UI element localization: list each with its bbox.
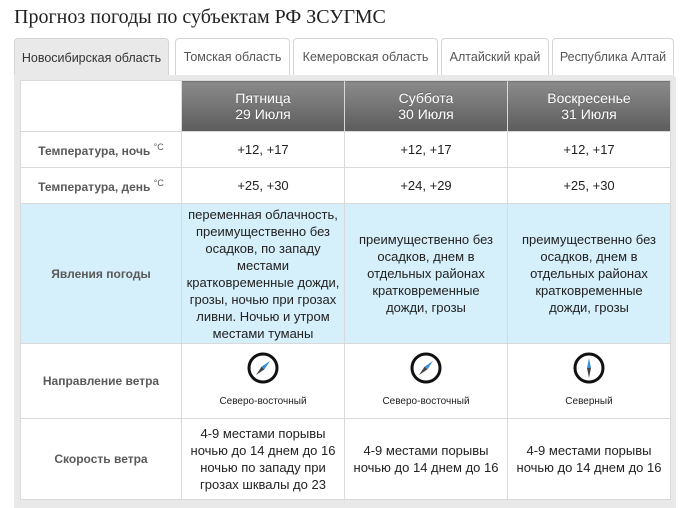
wind-direction-label: Северный xyxy=(565,396,613,407)
row-label-temp-night xyxy=(21,132,182,168)
temp-day-cell: +25, +30 xyxy=(508,168,671,204)
weather-cell: переменная облачность, преимущественно без осадков, по западу местами кратковременные дожди, грозы, ночью при грозах ливни. Ночью и утром местами туманы xyxy=(182,204,345,344)
wind-speed-cell: 4-9 местами порывы ночью до 14 днем до 16 xyxy=(345,419,508,500)
forecast-table xyxy=(20,80,671,500)
day-weekday: Пятница xyxy=(235,90,291,106)
row-label-wind-speed: Скорость ветра xyxy=(21,419,182,500)
temp-night-cell: +12, +17 xyxy=(508,132,671,168)
compass-icon xyxy=(247,352,279,384)
tab-kemerovo[interactable]: Кемеровская область xyxy=(293,38,438,75)
day-weekday: Суббота xyxy=(398,90,454,106)
wind-speed-cell: 4-9 местами порывы ночью до 14 днем до 16 xyxy=(508,419,671,500)
wind-speed-row xyxy=(21,419,671,500)
day-date: 31 Июля xyxy=(561,106,617,122)
temp-day-cell: +24, +29 xyxy=(345,168,508,204)
row-label-text: Температура, ночь xyxy=(38,143,151,158)
day-header xyxy=(182,81,345,132)
page-title: Прогноз погоды по субъектам РФ ЗСУГМС xyxy=(14,6,386,28)
row-label-text: Температура, день xyxy=(38,179,151,194)
unit-label: °C xyxy=(153,177,164,188)
day-date: 30 Июля xyxy=(398,106,454,122)
temp-night-cell: +12, +17 xyxy=(182,132,345,168)
row-label-wind-direction: Направление ветра xyxy=(21,344,182,419)
weather-cell: преимущественно без осадков, днем в отдельных районах кратковременные дожди, грозы xyxy=(508,204,671,344)
tab-altai-republic[interactable]: Республика Алтай xyxy=(552,38,674,75)
wind-direction-cell xyxy=(345,344,508,419)
wind-speed-cell: 4-9 местами порывы ночью до 14 днем до 16 ночью по западу при грозах шквалы до 23 xyxy=(182,419,345,500)
tab-tomsk[interactable]: Томская область xyxy=(175,38,290,75)
weather-cell: преимущественно без осадков, днем в отдельных районах кратковременные дожди, грозы xyxy=(345,204,508,344)
header-row xyxy=(21,81,671,132)
temp-night-cell: +12, +17 xyxy=(345,132,508,168)
region-tabs xyxy=(14,38,676,75)
weather-row xyxy=(21,204,671,344)
compass-icon xyxy=(573,352,605,384)
wind-direction-cell xyxy=(508,344,671,419)
row-label-temp-day xyxy=(21,168,182,204)
header-corner xyxy=(21,81,182,132)
day-weekday: Воскресенье xyxy=(547,90,631,106)
tab-novosibirsk[interactable]: Новосибирская область xyxy=(14,38,169,76)
tab-altai-krai[interactable]: Алтайский край xyxy=(441,38,549,75)
wind-direction-row xyxy=(21,344,671,419)
day-header xyxy=(508,81,671,132)
compass-icon xyxy=(410,352,442,384)
wind-direction-label: Северо-восточный xyxy=(219,396,307,407)
wind-direction-label: Северо-восточный xyxy=(382,396,470,407)
row-label-weather: Явления погоды xyxy=(21,204,182,344)
wind-direction-cell xyxy=(182,344,345,419)
temp-day-row xyxy=(21,168,671,204)
temp-day-cell: +25, +30 xyxy=(182,168,345,204)
day-header xyxy=(345,81,508,132)
day-date: 29 Июля xyxy=(235,106,291,122)
unit-label: °C xyxy=(153,141,164,152)
temp-night-row xyxy=(21,132,671,168)
